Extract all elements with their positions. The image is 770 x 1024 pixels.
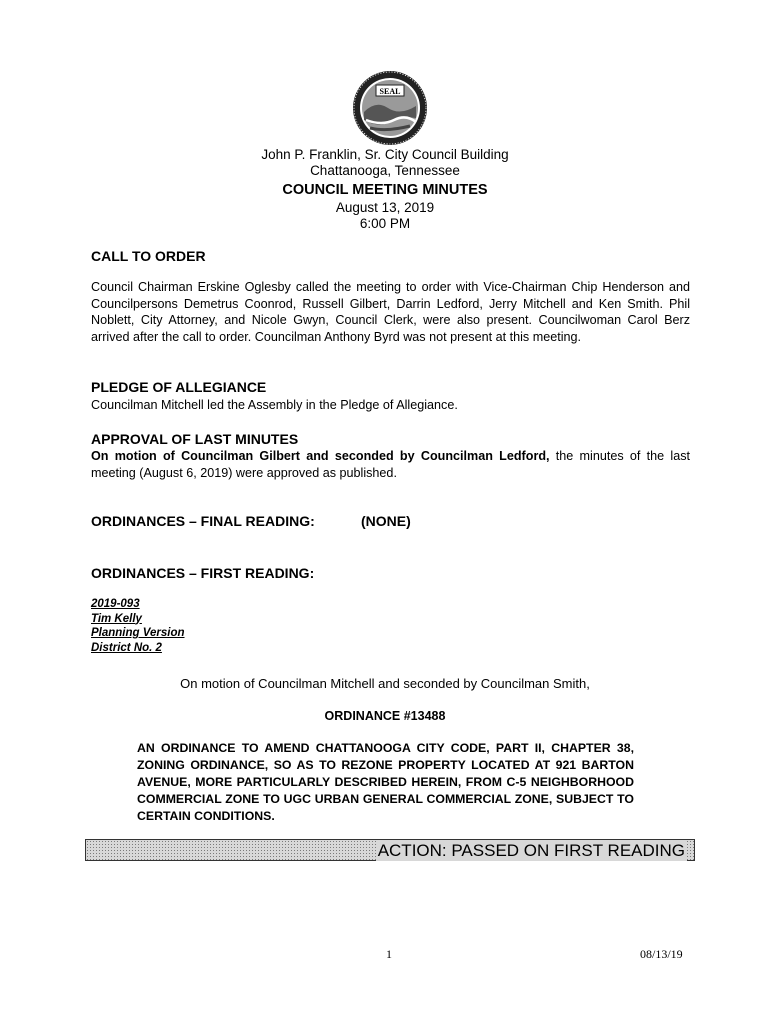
action-status: ACTION: PASSED ON FIRST READING bbox=[377, 841, 685, 860]
ordinances-first-heading: ORDINANCES – FIRST READING: bbox=[91, 565, 315, 581]
document-header bbox=[0, 147, 770, 232]
ordinances-final-status: (NONE) bbox=[361, 513, 411, 529]
ordinances-final-heading: ORDINANCES – FINAL READING: bbox=[91, 513, 315, 529]
action-bar bbox=[85, 839, 695, 861]
meeting-date: August 13, 2019 bbox=[335, 200, 435, 215]
call-to-order-heading: CALL TO ORDER bbox=[91, 248, 206, 264]
approval-heading: APPROVAL OF LAST MINUTES bbox=[91, 431, 299, 447]
ordinance-district: District No. 2 bbox=[91, 641, 162, 654]
city-name: Chattanooga, Tennessee bbox=[310, 163, 460, 178]
building-name: John P. Franklin, Sr. City Council Building bbox=[261, 147, 509, 162]
ordinance-version: Planning Version bbox=[91, 627, 185, 639]
seal-label: SEAL bbox=[379, 87, 401, 96]
pledge-heading: PLEDGE OF ALLEGIANCE bbox=[91, 379, 267, 395]
footer-date: 08/13/19 bbox=[640, 947, 683, 961]
ordinance-text: AN ORDINANCE TO AMEND CHATTANOOGA CITY CODE, PART II, CHAPTER 38, ZONING ORDINANCE, SO AS TO REZONE PROPERTY LOCATED AT 921 BARTON AVENUE, MORE PARTICULARLY DESCRIBED HEREIN, FROM C-5 NEIGHBORHOOD COMMERCIAL ZONE TO UGC URBAN GENERAL COMMERCIAL ZONE, SUBJECT TO CERTAIN CONDITIONS. bbox=[137, 741, 634, 823]
call-to-order-text: Council Chairman Erskine Oglesby called the meeting to order with Vice-Chairman Chip Henderson and Councilpersons Demetrus Coonrod, Russell Gilbert, Darrin Ledford, Jerry Mitchell and Ken Smith. Phil Noblett, City Attorney, and Nicole Gwyn, Council Clerk, were also present. Councilwoman Carol Berz arrived after the call to order. Councilman Anthony Byrd was not present at this meeting. bbox=[91, 280, 690, 344]
meeting-time: 6:00 PM bbox=[359, 216, 411, 231]
city-seal-icon bbox=[352, 70, 428, 146]
ordinance-case-number: 2019-093 bbox=[91, 598, 140, 610]
pledge-text: Councilman Mitchell led the Assembly in the Pledge of Allegiance. bbox=[91, 398, 458, 412]
page-number: 1 bbox=[386, 947, 392, 961]
ordinance-number: ORDINANCE #13488 bbox=[324, 709, 446, 723]
ordinance-motion: On motion of Councilman Mitchell and seconded by Councilman Smith, bbox=[180, 676, 590, 691]
document-title: COUNCIL MEETING MINUTES bbox=[282, 182, 488, 198]
approval-motion: On motion of Councilman Gilbert and seconded by Councilman Ledford, bbox=[91, 449, 550, 463]
ordinance-applicant: Tim Kelly bbox=[91, 612, 142, 625]
ordinance-metadata bbox=[91, 597, 185, 655]
approval-result: the minutes of the last meeting (August 6, 2019) were approved as published. bbox=[91, 449, 690, 480]
approval-text bbox=[91, 448, 690, 481]
